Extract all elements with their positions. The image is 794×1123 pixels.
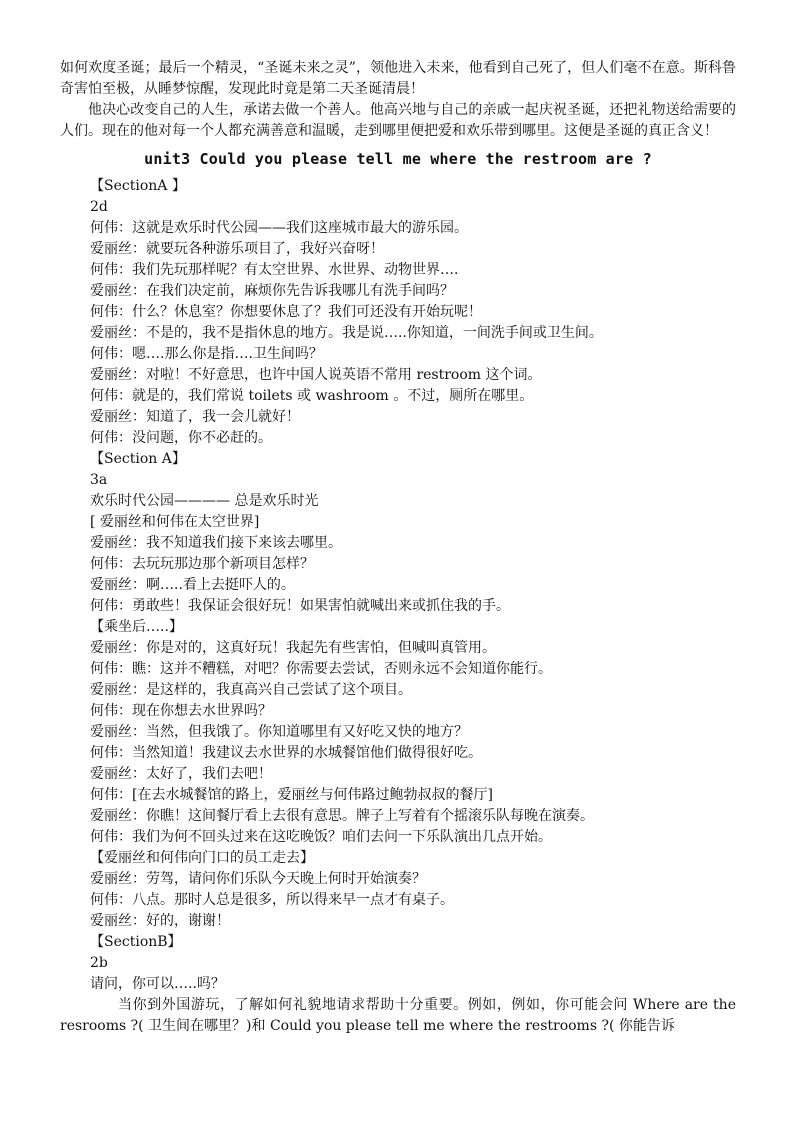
document-page — [60, 58, 736, 1037]
dialogue-line: 爱丽丝：是这样的，我真高兴自己尝试了这个项目。 — [90, 682, 412, 698]
dialogue-line: 爱丽丝：你是对的，这真好玩！我起先有些害怕，但喊叫真管用。 — [90, 640, 496, 656]
dialogue-line: 何伟：八点。那时人总是很多，所以得来早一点才有桌子。 — [90, 892, 454, 908]
dialogue-line: 何伟：当然知道！我建议去水世界的水城餐馆他们做得很好吃。 — [90, 745, 482, 761]
dialogue-line: 何伟：我们先玩那样呢？有太空世界、水世界、动物世界…. — [90, 262, 459, 278]
dialogue-line: 爱丽丝：好的，谢谢！ — [90, 913, 230, 929]
dialogue-line: [ 爱丽丝和何伟在太空世界] — [90, 514, 260, 530]
intro-paragraph-2: 他决心改变自己的人生，承诺去做一个善人。他高兴地与自己的亲戚一起庆祝圣诞，还把礼物送给需要的人们。现在的他对每一个人都充满善意和温暖，走到哪里便把爱和欢乐带到哪里。这便是圣诞的真正含义！ — [60, 102, 736, 139]
dialogue-line: 爱丽丝：太好了，我们去吧！ — [90, 766, 272, 782]
dialogue-line: 爱丽丝：不是的，我不是指休息的地方。我是说…..你知道，一间洗手间或卫生间。 — [90, 325, 603, 341]
dialogue-line: 请问，你可以…..吗？ — [90, 976, 225, 992]
dialogue-line: 欢乐时代公园———— 总是欢乐时光 — [90, 493, 319, 509]
closing-paragraph: 当你到外国游玩，了解如何礼貌地请求帮助十分重要。例如，例如，你可能会问 Where are the resrooms ?( 卫生间在哪里？)和 Could you please tell me where the restrooms ?( 你能告诉 — [60, 997, 736, 1034]
dialogue-line: 爱丽丝：就要玩各种游乐项目了，我好兴奋呀！ — [90, 241, 384, 257]
dialogue-line: 【SectionA 】 — [90, 178, 186, 194]
dialogue-line: 3a — [90, 472, 108, 488]
dialogue-line: 爱丽丝：我不知道我们接下来该去哪里。 — [90, 535, 342, 551]
dialogue-line: 【Section A】 — [90, 451, 186, 467]
dialogue-line: 【爱丽丝和何伟向门口的员工走去】 — [90, 850, 314, 866]
dialogue-line: 何伟：现在你想去水世界吗？ — [90, 703, 272, 719]
dialogue-line: 何伟：勇敢些！我保证会很好玩！如果害怕就喊出来或抓住我的手。 — [90, 598, 510, 614]
dialogue-line: 何伟：没问题，你不必赶的。 — [90, 430, 272, 446]
dialogue-line: 2d — [90, 199, 108, 215]
dialogue-line: 何伟：瞧：这并不糟糕，对吧？你需要去尝试，否则永远不会知道你能行。 — [90, 661, 552, 677]
dialogue-line: 2b — [90, 955, 108, 971]
dialogue-line: 爱丽丝：当然，但我饿了。你知道哪里有又好吃又快的地方？ — [90, 724, 468, 740]
unit-title: unit3 Could you please tell me where the restroom are ? — [144, 150, 652, 168]
dialogue-line: 【乘坐后…..】 — [90, 619, 183, 635]
dialogue-line: 爱丽丝：知道了，我一会儿就好！ — [90, 409, 300, 425]
intro-paragraph-1: 如何欢度圣诞；最后一个精灵，“圣诞未来之灵”，领他进入未来，他看到自己死了，但人们毫不在意。斯科鲁奇害怕至极，从睡梦惊醒，发现此时竟是第二天圣诞清晨！ — [60, 60, 736, 97]
dialogue-section — [60, 176, 736, 995]
dialogue-line: 何伟：我们为何不回头过来在这吃晚饭？咱们去问一下乐队演出几点开始。 — [90, 829, 552, 845]
dialogue-line: 爱丽丝：你瞧！这间餐厅看上去很有意思。牌子上写着有个摇滚乐队每晚在演奏。 — [90, 808, 594, 824]
dialogue-line: 爱丽丝：劳驾，请问你们乐队今天晚上何时开始演奏？ — [90, 871, 426, 887]
dialogue-line: 爱丽丝：对啦！不好意思，也许中国人说英语不常用 restroom 这个词。 — [90, 367, 542, 383]
dialogue-line: 何伟：[在去水城餐馆的路上，爱丽丝与何伟路过鲍勃叔叔的餐厅] — [90, 787, 493, 803]
dialogue-line: 【SectionB】 — [90, 934, 182, 950]
dialogue-line: 何伟：这就是欢乐时代公园——我们这座城市最大的游乐园。 — [90, 220, 468, 236]
dialogue-line: 爱丽丝：在我们决定前，麻烦你先告诉我哪儿有洗手间吗？ — [90, 283, 454, 299]
dialogue-line: 爱丽丝：啊…..看上去挺吓人的。 — [90, 577, 295, 593]
dialogue-line: 何伟：去玩玩那边那个新项目怎样？ — [90, 556, 314, 572]
dialogue-line: 何伟：嗯….那么你是指….卫生间吗？ — [90, 346, 323, 362]
dialogue-line: 何伟：什么？休息室？你想要休息了？我们可还没有开始玩呢！ — [90, 304, 482, 320]
dialogue-line: 何伟：就是的，我们常说 toilets 或 washroom 。不过，厕所在哪里。 — [90, 388, 534, 404]
